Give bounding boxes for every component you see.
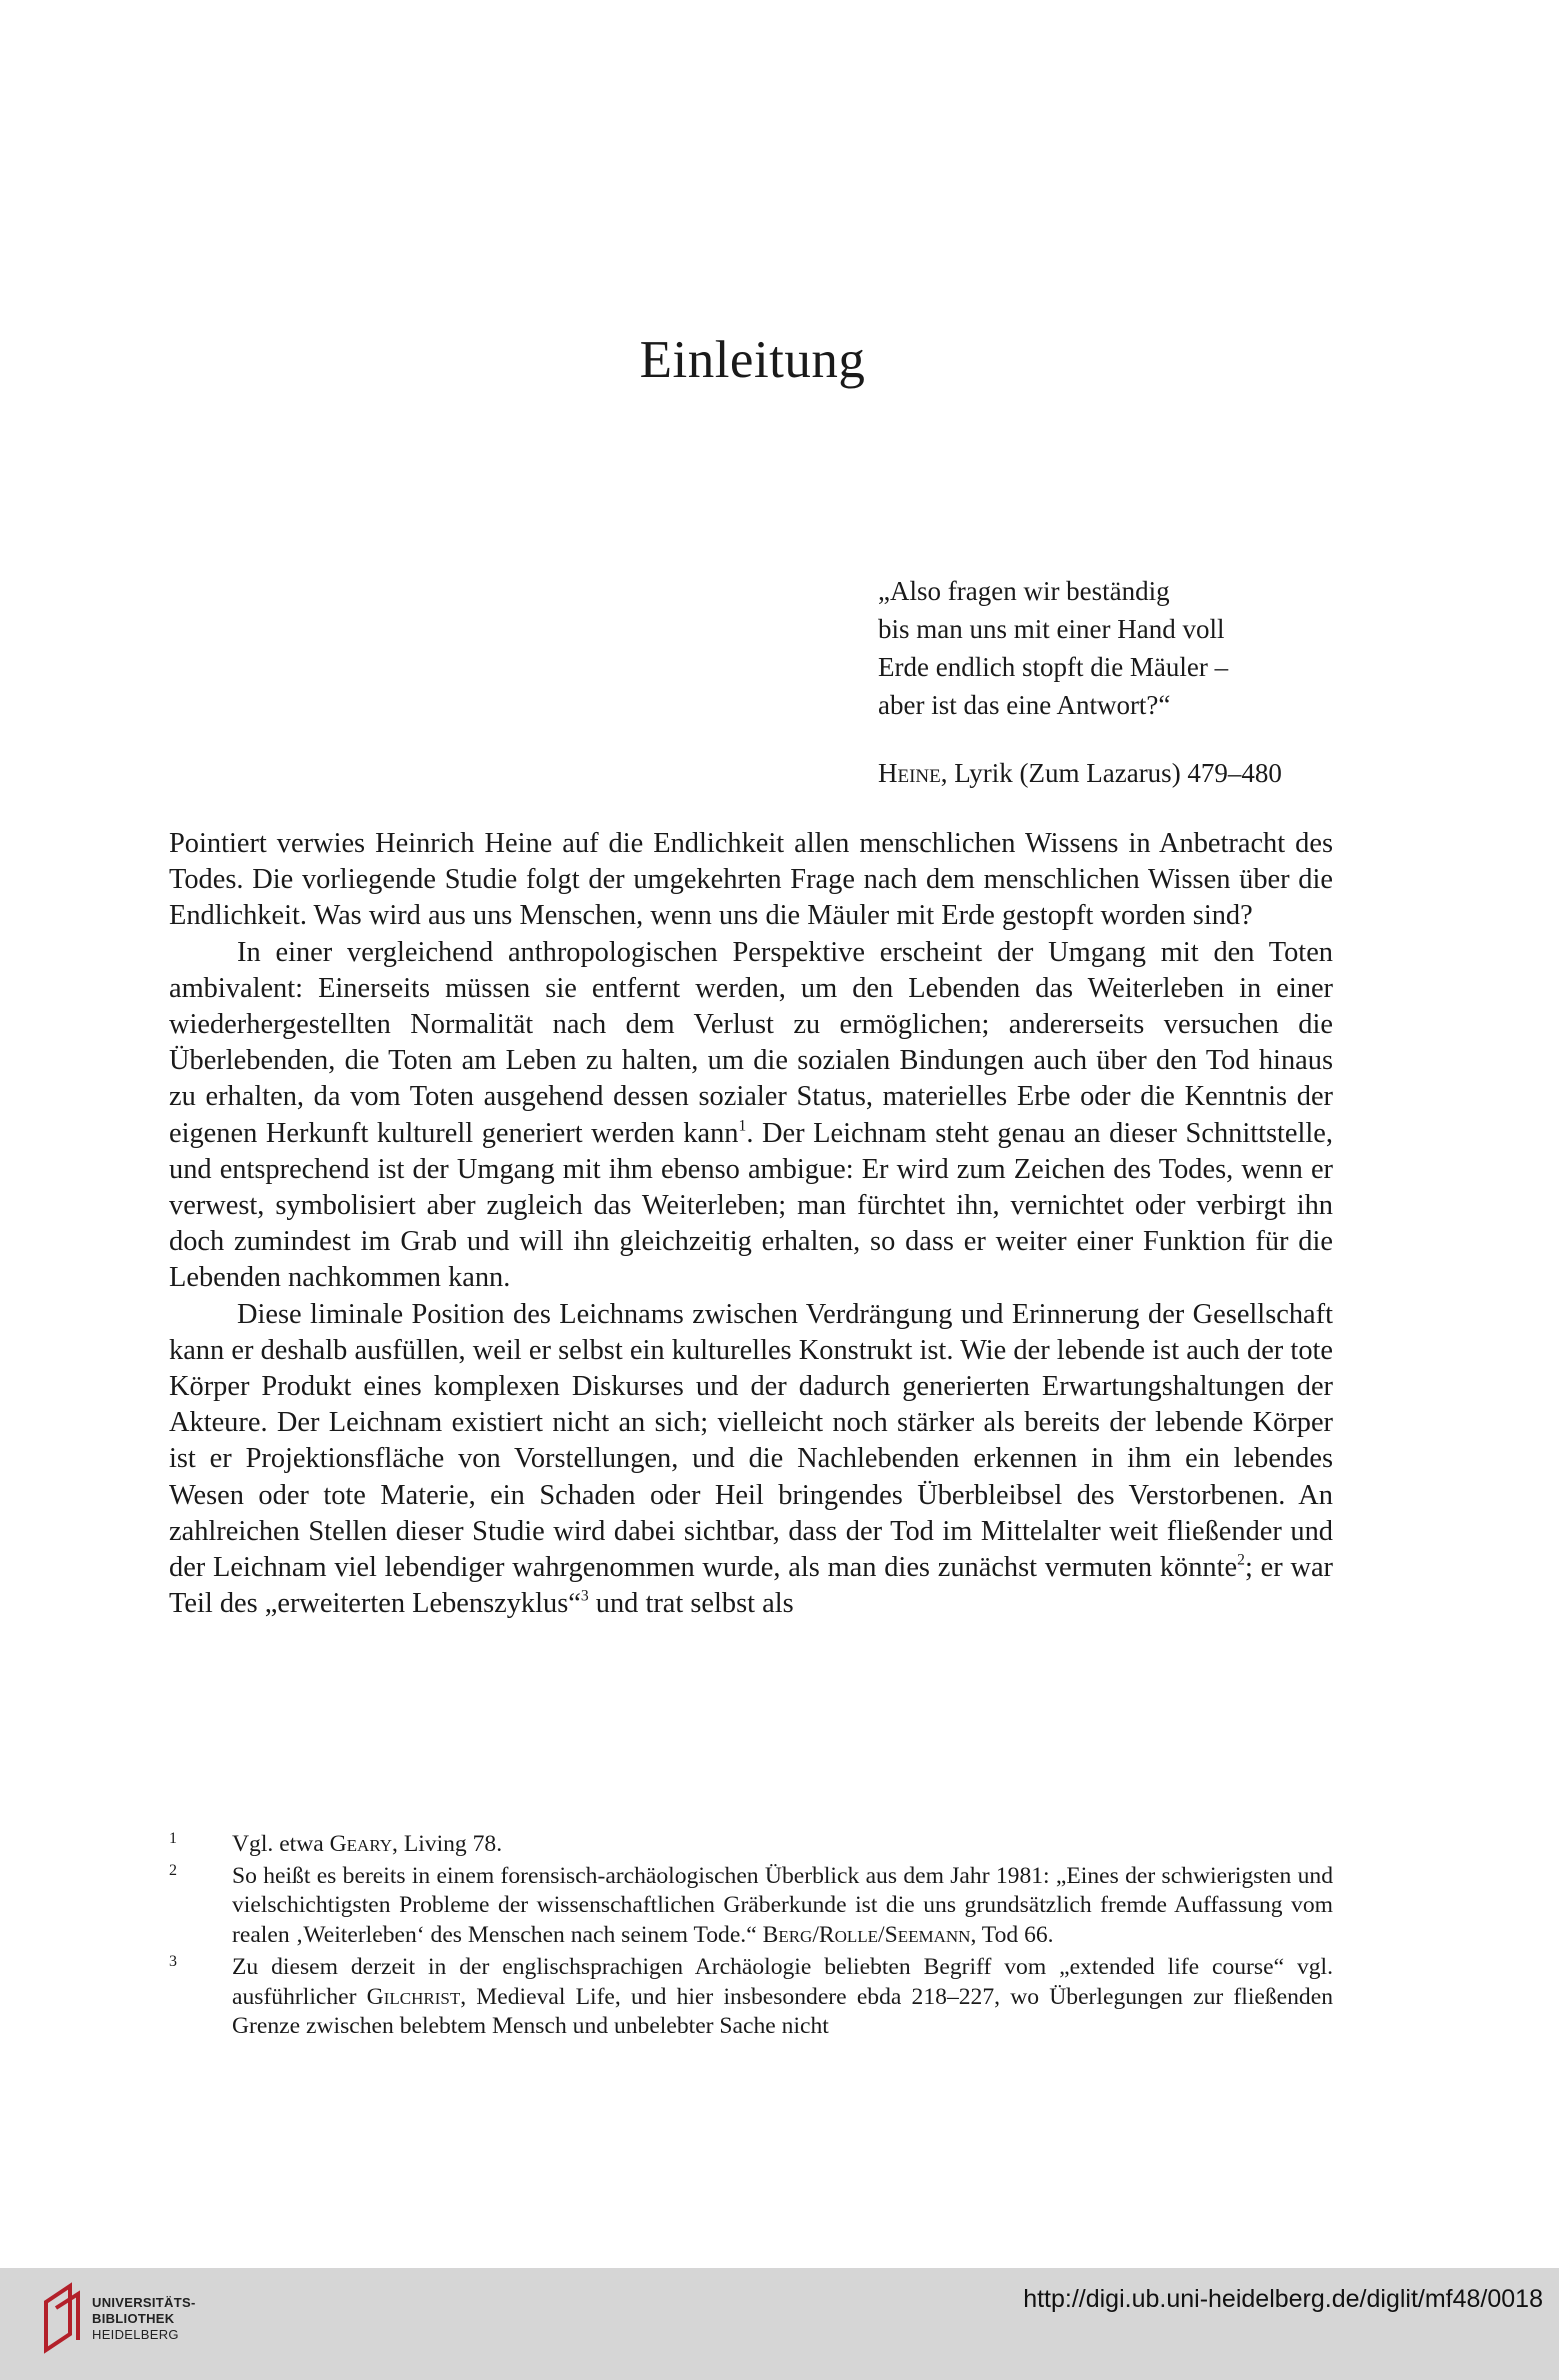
footnote	[169, 1953, 1333, 2042]
footnote-text: Zu diesem derzeit in der englischsprachigen Archäologie beliebten Begriff vom „extended life course“ vgl. ausführlicher	[232, 1953, 1333, 2010]
permalink-url[interactable]: http://digi.ub.uni-heidelberg.de/diglit/mf48/0018	[1023, 2285, 1543, 2313]
footnote-author: Geary	[329, 1831, 393, 1857]
epigraph-line: bis man uns mit einer Hand voll	[878, 614, 1225, 644]
epigraph-line: Erde endlich stopft die Mäuler –	[878, 652, 1229, 682]
footnote-text: Vgl. etwa	[232, 1831, 330, 1857]
library-logo-text[interactable]	[92, 2295, 196, 2343]
paragraph-text: . Der Leichnam steht genau an dieser Schnittstelle, und entsprechend ist der Umgang mit ihm ebenso ambigue: Er wird zum Zeichen des Todes, wenn er verwest, symbolisiert aber zugleich das Weiterleben; man fürchtet ihn, vernichtet oder verbirgt ihn doch zumindest im Grab und will ihn gleichzeitig erhalten, so dass er weiter einer Funktion für die Lebenden nachkommen kann.	[169, 1117, 1334, 1294]
epigraph-reference: , Lyrik (Zum Lazarus) 479–480	[940, 758, 1282, 788]
footnote	[169, 1830, 1333, 1860]
paragraph-text: ; er war Teil des „erweiterten Lebenszyklus“	[169, 1552, 1333, 1620]
footnote-ref[interactable]: 3	[580, 1587, 589, 1605]
paragraph-text: In einer vergleichend anthropologischen Perspektive erscheint der Umgang mit den Toten ambivalent: Einerseits müssen sie entfernt werden, um den Lebenden das Weiterleben in einer wiederhergestellten Normalität nach dem Verlust zu ermöglichen; andererseits versuchen die Überlebenden, die Toten am Leben zu halten, um die sozialen Bindungen auch über den Tod hinaus zu erhalten, da vom Toten ausgehend dessen sozialer Status, materielles Erbe oder die Kenntnis der eigenen Herkunft kulturell generiert werden kann	[169, 936, 1333, 1149]
epigraph-source	[878, 758, 1282, 789]
logo-line: UNIVERSITÄTS-	[92, 2295, 196, 2310]
chapter-title: Einleitung	[639, 331, 866, 389]
epigraph-line: „Also fragen wir beständig	[878, 576, 1170, 606]
logo-line: BIBLIOTHEK	[92, 2311, 175, 2326]
epigraph	[878, 572, 1228, 724]
footnote-author: Berg/Rolle/Seemann	[762, 1922, 971, 1949]
footnote-text: So heißt es bereits in einem forensisch-archäologischen Überblick aus dem Jahr 1981: „Eines der schwierigsten und vielschichtigsten Probleme der wissenschaftlichen Gräberkunde ist die uns grundsätzlich fremde Auffassung vom realen ‚Weiterleben‘ des Menschen nach seinem Tode.“	[232, 1862, 1333, 1949]
paragraph-text: Diese liminale Position des Leichnams zwischen Verdrängung und Erinnerung der Gesellschaft kann er deshalb ausfüllen, weil er selbst ein kulturelles Konstrukt ist. Wie der lebende ist auch der tote Körper Produkt eines komplexen Diskurses und der dadurch generierten Erwartungshaltungen der Akteure. Der Leichnam existiert nicht an sich; vielleicht noch stärker als bereits der lebende Körper ist er Projektionsfläche von Vorstellungen, und die Nachlebenden erkennen in ihm ein lebendes Wesen oder tote Materie, ein Schaden oder Heil bringendes Überbleibsel des Verstorbenen. An zahlreichen Stellen dieser Studie wird dabei sichtbar, dass der Tod im Mittelalter weit fließender und der Leichnam viel lebendiger wahrgenommen wurde, als man dies zunächst vermuten könnte	[169, 1298, 1333, 1584]
footnote-number: 1	[169, 1830, 177, 1847]
footnote-ref[interactable]: 1	[738, 1116, 747, 1134]
body-text	[169, 826, 1333, 1622]
epigraph-line: aber ist das eine Antwort?“	[878, 690, 1171, 720]
logo-line: HEIDELBERG	[92, 2327, 179, 2342]
footnotes	[169, 1830, 1333, 2044]
footnote-number: 3	[169, 1952, 177, 1970]
paragraph	[169, 1297, 1333, 1623]
footnote-text: , Tod 66.	[970, 1922, 1054, 1949]
epigraph-author: Heine	[878, 758, 941, 788]
paragraph: Pointiert verwies Heinrich Heine auf die Endlichkeit allen menschlichen Wissens in Anbetracht des Todes. Die vorliegende Studie folgt der umgekehrten Frage nach dem menschlichen Wissen über die Endlichkeit. Was wird aus uns Menschen, wenn uns die Mäuler mit Erde gestopft worden sind?	[169, 828, 1333, 932]
footnote-text: , Living 78.	[392, 1831, 503, 1857]
paragraph-text: und trat selbst als	[588, 1588, 794, 1620]
footnote-number: 2	[169, 1861, 177, 1879]
library-logo-icon[interactable]	[40, 2278, 86, 2358]
footnote-ref[interactable]: 2	[1237, 1551, 1245, 1569]
footnote	[169, 1862, 1333, 1951]
footnote-text: , Medieval Life, und hier insbesondere ebda 218–227, wo Überlegungen zur fließenden Grenze zwischen belebtem Mensch und unbelebter Sache nicht	[232, 1983, 1333, 2040]
paragraph	[169, 935, 1333, 1297]
footnote-author: Gilchrist	[366, 1983, 461, 2010]
